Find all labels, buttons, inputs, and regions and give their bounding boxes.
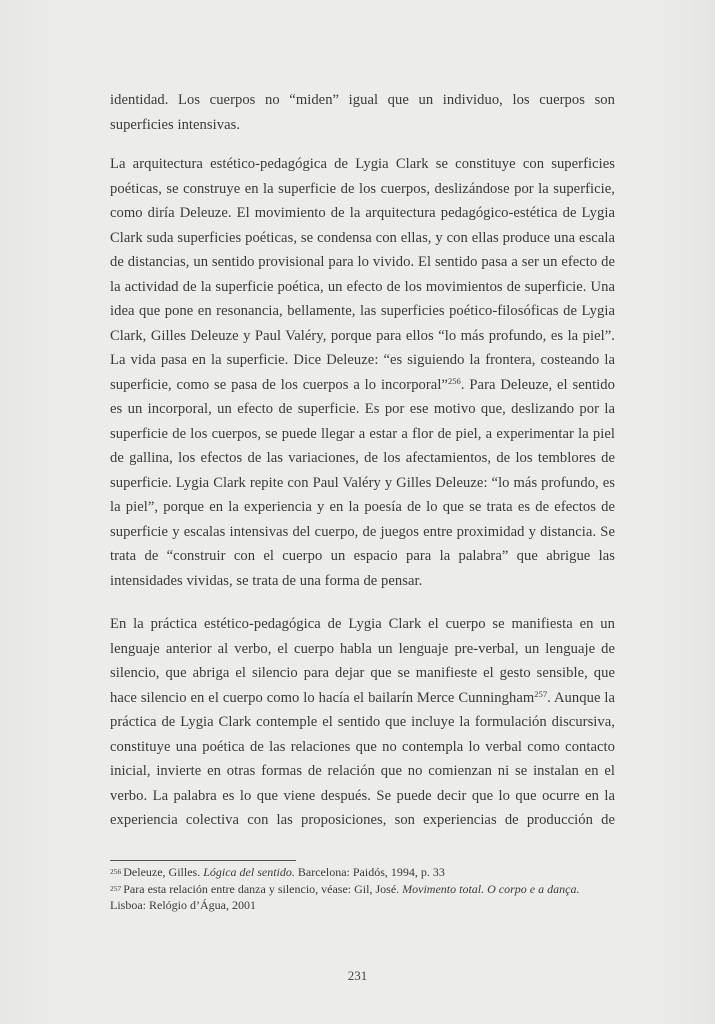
footnote-number: 256 — [110, 867, 122, 876]
footnotes — [110, 864, 615, 914]
paragraph-1 — [110, 88, 615, 137]
footnote-text: Barcelona: Paidós, 1994, p. 33 — [294, 865, 445, 879]
footnote-256 — [110, 864, 615, 881]
footnote-title: Lógica del sentido. — [203, 865, 295, 879]
paragraph-text-part: En la práctica estético-pedagógica de Lygia Clark el cuerpo se manifiesta en un lenguaje anterior al verbo, el cuerpo habla un lenguaje pre-verbal, un lenguaje de silencio, que abriga el silencio para dejar que se manifieste el gesto sensible, que hace silencio en el cuerpo como lo hacía el bailarín Merce Cunningham — [110, 616, 615, 706]
paragraph-2 — [110, 152, 615, 593]
footnote-ref-256[interactable]: 256 — [447, 375, 461, 386]
footnote-separator — [110, 860, 296, 861]
footnote-text: Lisboa: Relógio d’Água, 2001 — [110, 898, 256, 912]
paragraph-text — [110, 152, 615, 593]
footnote-257 — [110, 881, 615, 914]
paragraph-text-part: La arquitectura estético-pedagógica de Lygia Clark se constituye con superficies poéticas, se construye en la superficie de los cuerpos, deslizándose por la superficie, como diría Deleuze. El movimiento de la arquitectura pedagógico-estética de Lygia Clark suda superficies poéticas, se condensa con ellas, y con ellas produce una escala de distancias, un sentido provisional para lo vivido. El sentido pasa a ser un efecto de la actividad de la superficie poética, un efecto de los movimientos de superficie. Una idea que pone en resonancia, bellamente, las superficies poético-filosóficas de Lygia Clark, Gilles Deleuze y Paul Valéry, porque para ellos “lo más profundo, es la piel”. La vida pasa en la superficie. Dice Deleuze: “es siguiendo la frontera, costeando la superficie, como se pasa de los cuerpos a lo incorporal” — [110, 156, 615, 393]
footnote-number: 257 — [110, 883, 122, 893]
paragraph-text-part: . Para Deleuze, el sentido es un incorporal, un efecto de superficie. Es por ese motivo que, deslizando por la superficie de los cuerpos, se puede llegar a estar a flor de piel, a experimentar la piel de gallina, los efectos de las variaciones, de los afectamientos, de los temblores de superficie. Lygia Clark repite con Paul Valéry y Gilles Deleuze: “lo más profundo, es la piel”, porque en la experiencia y en la poesía de lo que se trata es de efectos de superficie y escalas intensivas del cuerpo, de juegos entre proximidad y distancia. Se trata de “construir con el cuerpo un espacio para la palabra” que abrigue las intensidades vividas, se trata de una forma de pensar. — [110, 376, 615, 589]
footnote-text: Deleuze, Gilles. — [123, 865, 204, 879]
page-number: 231 — [347, 968, 368, 983]
paragraph-text — [110, 612, 615, 833]
footnote-ref-257[interactable]: 257 — [534, 688, 548, 699]
footnote-title: Movimento total. O corpo e a dança. — [402, 881, 580, 896]
paragraph-text-part: . Aunque la práctica de Lygia Clark contemple el sentido que incluye la formulación discursiva, constituye una poética de las relaciones que no contempla lo verbal como contacto inicial, invierte en otras formas de relación que no comienzan ni se instalan en el verbo. La palabra es lo que viene después. Se puede decir que lo que ocurre en la experiencia colectiva con las proposiciones, son experiencias de producción de — [110, 689, 615, 828]
paragraph-3 — [110, 612, 615, 833]
footnote-text: Para esta relación entre danza y silencio, véase: Gil, José. — [123, 881, 403, 896]
paragraph-text: identidad. Los cuerpos no “miden” igual que un individuo, los cuerpos son superficies intensivas. — [110, 92, 615, 133]
